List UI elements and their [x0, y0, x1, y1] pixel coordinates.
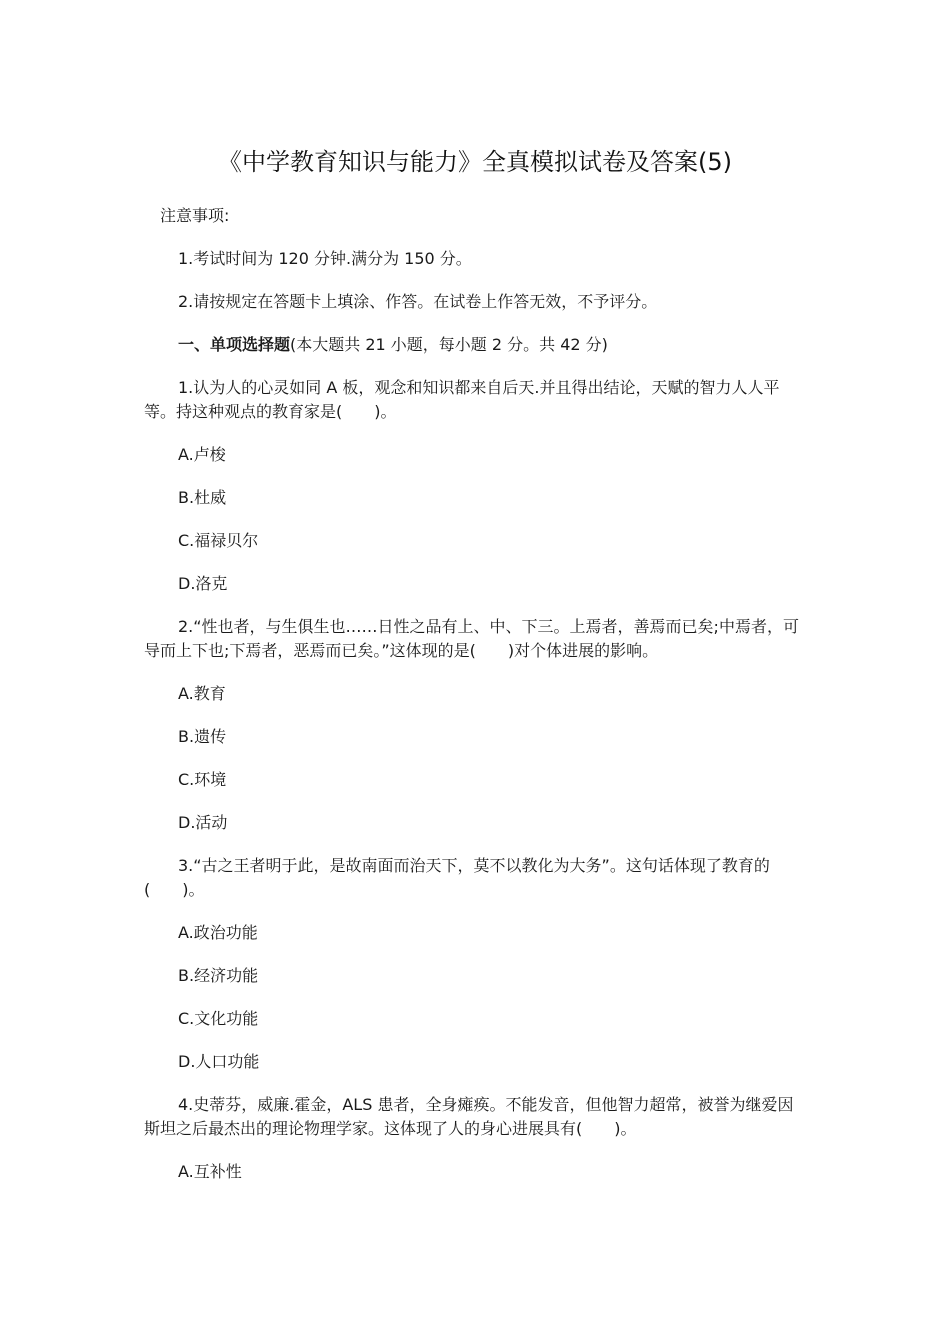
- answer-option: A.卢梭: [178, 445, 226, 464]
- question-stem: 3.“古之王者明于此，是故南面而治天下，莫不以教化为大务”。这句话体现了教育的( )。: [144, 856, 770, 899]
- section-heading-bold: 一、单项选择题: [178, 335, 291, 354]
- document-body: [144, 204, 806, 1203]
- document-title: 《中学教育知识与能力》全真模拟试卷及答案(5): [218, 148, 732, 176]
- answer-option: A.互补性: [178, 1162, 242, 1181]
- answer-option: B.杜威: [178, 488, 227, 507]
- question-stem: 4.史蒂芬，威廉.霍金，ALS 患者，全身瘫痪。不能发音，但他智力超常，被誉为继爱因斯坦之后最杰出的理论物理学家。这体现了人的身心进展具有( )。: [144, 1095, 794, 1138]
- answer-option: C.文化功能: [178, 1009, 259, 1028]
- question-stem: 1.认为人的心灵如同 A 板，观念和知识都来自后天.并且得出结论，天赋的智力人人平等。持这种观点的教育家是( )。: [144, 378, 780, 421]
- answer-option: B.遗传: [178, 727, 227, 746]
- answer-option: D.洛克: [178, 574, 228, 593]
- answer-option: C.福禄贝尔: [178, 531, 259, 550]
- question-stem: 2.“性也者，与生俱生也……日性之品有上、中、下三。上焉者，善焉而已矣;中焉者，可导而上下也;下焉者，恶焉而已矣。”这体现的是( )对个体进展的影响。: [144, 617, 799, 660]
- section-heading-detail: (本大题共 21 小题，每小题 2 分。共 42 分): [290, 335, 608, 354]
- answer-option: D.活动: [178, 813, 228, 832]
- notice-item: 1.考试时间为 120 分钟.满分为 150 分。: [178, 249, 472, 268]
- answer-option: C.环境: [178, 770, 227, 789]
- answer-option: B.经济功能: [178, 966, 259, 985]
- notice-heading: 注意事项:: [160, 206, 230, 225]
- answer-option: A.政治功能: [178, 923, 258, 942]
- notice-item: 2.请按规定在答题卡上填涂、作答。在试卷上作答无效，不予评分。: [178, 292, 658, 311]
- section-heading: [144, 333, 806, 357]
- answer-option: A.教育: [178, 684, 226, 703]
- answer-option: D.人口功能: [178, 1052, 260, 1071]
